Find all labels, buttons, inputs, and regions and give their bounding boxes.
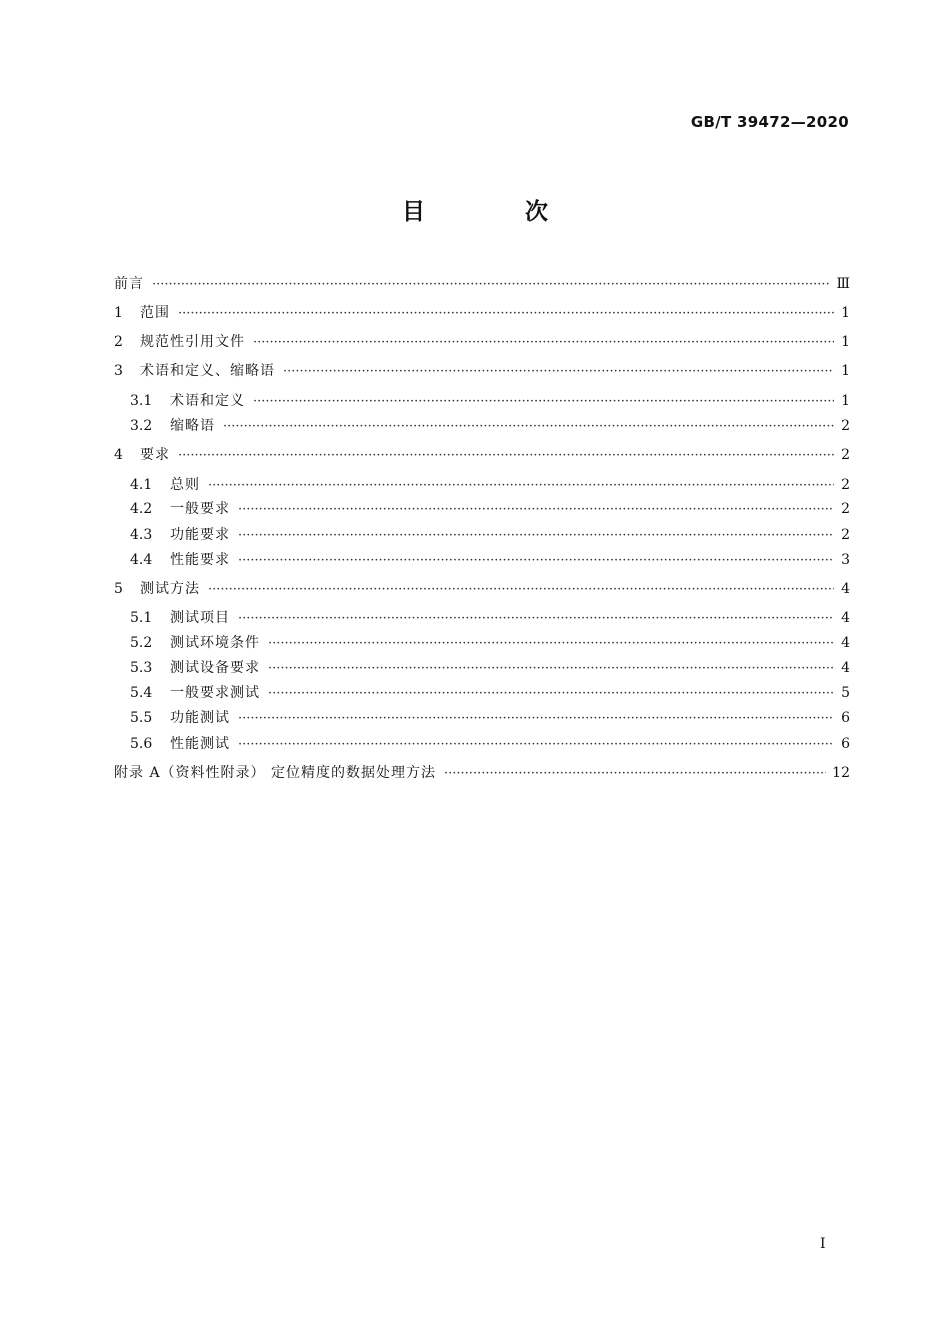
toc-number: 2 — [114, 334, 123, 350]
toc-leader — [208, 579, 834, 601]
toc-leader — [223, 416, 834, 438]
toc-entry-foreword[interactable] — [114, 273, 850, 295]
toc-number: 5.6 — [130, 736, 153, 752]
toc-label: 前言 — [114, 276, 144, 292]
toc-label: 功能要求 — [170, 527, 230, 543]
toc-label: 一般要求测试 — [170, 685, 260, 701]
toc-page: Ⅲ — [836, 276, 850, 292]
toc-label: 测试环境条件 — [170, 635, 260, 651]
toc-leader — [238, 608, 834, 630]
toc-number: 5 — [114, 581, 123, 597]
toc-label: 要求 — [140, 447, 170, 463]
toc-entry-annex-a[interactable] — [114, 762, 850, 784]
toc-page: 2 — [841, 477, 850, 493]
toc-page: 5 — [841, 685, 850, 701]
toc-page: 3 — [841, 552, 850, 568]
toc-entry-5-1[interactable] — [130, 607, 850, 629]
toc-leader — [283, 361, 834, 383]
toc-number: 5.1 — [130, 610, 153, 626]
toc-number: 1 — [114, 305, 123, 321]
toc-page: 2 — [841, 527, 850, 543]
toc-label: 一般要求 — [170, 501, 230, 517]
toc-entry-5-6[interactable] — [130, 733, 850, 755]
toc-number: 3.1 — [130, 393, 153, 409]
toc-number: 5.5 — [130, 710, 153, 726]
toc-number: 4.1 — [130, 477, 153, 493]
toc-page: 2 — [841, 418, 850, 434]
toc-entry-3-1[interactable] — [130, 390, 850, 412]
toc-entry-4-3[interactable] — [130, 524, 850, 546]
toc-page: 1 — [841, 334, 850, 350]
toc-page: 4 — [841, 610, 850, 626]
toc-leader — [253, 332, 834, 354]
toc-leader — [238, 525, 834, 547]
toc-label: 测试项目 — [170, 610, 230, 626]
toc-entry-5-2[interactable] — [130, 632, 850, 654]
toc-number: 4 — [114, 447, 123, 463]
toc-number: 4.2 — [130, 501, 153, 517]
toc-leader — [238, 499, 834, 521]
toc-leader — [268, 658, 834, 680]
standard-code: GB/T 39472—2020 — [690, 113, 849, 131]
toc-page: 6 — [841, 736, 850, 752]
toc-entry-4[interactable] — [114, 444, 850, 466]
toc-number: 5.3 — [130, 660, 153, 676]
toc-number: 4.3 — [130, 527, 153, 543]
page-title: 目 次 — [401, 199, 594, 225]
toc-page: 12 — [832, 765, 850, 781]
toc-entry-5[interactable] — [114, 578, 850, 600]
toc-number: 3.2 — [130, 418, 153, 434]
toc-label: 性能要求 — [170, 552, 230, 568]
toc-page: 1 — [841, 393, 850, 409]
toc-page: 4 — [841, 635, 850, 651]
toc-leader — [208, 475, 834, 497]
toc-leader — [253, 391, 834, 413]
toc-label: 术语和定义、缩略语 — [140, 363, 275, 379]
toc-label: 规范性引用文件 — [140, 334, 245, 350]
toc-page: 6 — [841, 710, 850, 726]
toc-page: 1 — [841, 363, 850, 379]
toc-page: 2 — [841, 447, 850, 463]
toc-entry-5-5[interactable] — [130, 707, 850, 729]
toc-number: 5.4 — [130, 685, 153, 701]
toc-label: 功能测试 — [170, 710, 230, 726]
toc-leader — [178, 303, 834, 325]
toc-entry-5-4[interactable] — [130, 682, 850, 704]
toc-label: 术语和定义 — [170, 393, 245, 409]
toc-entry-2[interactable] — [114, 331, 850, 353]
toc-number: 5.2 — [130, 635, 153, 651]
toc-page: 2 — [841, 501, 850, 517]
toc-entry-4-1[interactable] — [130, 474, 850, 496]
toc-label: 范围 — [140, 305, 170, 321]
toc-leader — [178, 445, 834, 467]
toc-leader — [238, 708, 834, 730]
toc-leader — [268, 683, 834, 705]
toc-page: 1 — [841, 305, 850, 321]
toc-leader — [444, 763, 826, 785]
toc-label: 测试方法 — [140, 581, 200, 597]
toc-label: 缩略语 — [170, 418, 215, 434]
toc-entry-4-4[interactable] — [130, 549, 850, 571]
toc-leader — [268, 633, 834, 655]
toc-page: 4 — [841, 660, 850, 676]
toc-label: 测试设备要求 — [170, 660, 260, 676]
toc-entry-3-2[interactable] — [130, 415, 850, 437]
toc-label: 性能测试 — [170, 736, 230, 752]
toc-leader — [238, 550, 834, 572]
toc-entry-3[interactable] — [114, 360, 850, 382]
toc-number: 4.4 — [130, 552, 153, 568]
toc-label: 附录 A（资料性附录） 定位精度的数据处理方法 — [114, 765, 437, 781]
footer-page-number: I — [820, 1236, 826, 1252]
toc-label: 总则 — [170, 477, 200, 493]
toc-entry-1[interactable] — [114, 302, 850, 324]
toc-leader — [152, 274, 830, 296]
toc-number: 3 — [114, 363, 123, 379]
toc-leader — [238, 734, 834, 756]
toc-entry-5-3[interactable] — [130, 657, 850, 679]
toc-entry-4-2[interactable] — [130, 498, 850, 520]
toc-page: 4 — [841, 581, 850, 597]
